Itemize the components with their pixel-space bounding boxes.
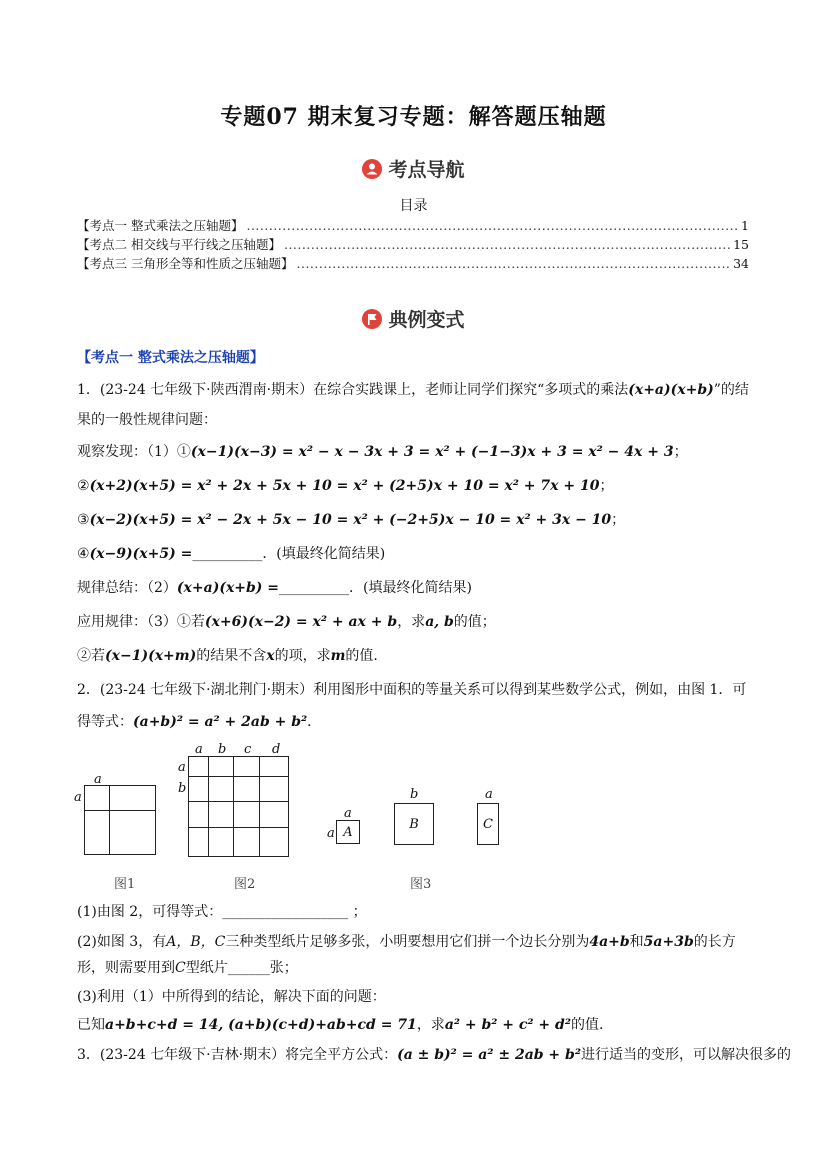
q1-line-2: 果的一般性规律问题：: [77, 412, 217, 428]
fig2-label-a: a: [195, 742, 203, 757]
toc-title: 目录: [399, 198, 428, 214]
fig3-label-b-top: b: [410, 787, 419, 802]
section-heading-label: 典例变式: [388, 309, 465, 331]
fig2-label-b: b: [218, 742, 227, 757]
fig3-label-B: B: [409, 816, 419, 832]
q1-line-4: ②(x+2)(x+5) = x² + 2x + 5x + 10 = x² + (2+5)x + 10 = x² + 7x + 10；: [77, 478, 614, 494]
fig3-caption: 图3: [410, 877, 432, 892]
q3-line-1: 3．(23-24 七年级下·吉林·期末）将完全平方公式：(a ± b)² = a² ± 2ab + b²进行适当的变形，可以解决很多的: [77, 1047, 791, 1063]
q2-part-1: (1)由图 2，可得等式：__________________ ；: [77, 904, 367, 920]
q1-line-6: ④(x−9)(x+5) =__________．(填最终化简结果): [77, 546, 386, 562]
fig3-label-a-rect: a: [485, 787, 493, 802]
fig3-label-A: A: [343, 824, 353, 840]
fig2-label-b-left: b: [178, 781, 187, 796]
q2-part-2b: 形，则需要用到C型纸片______张；: [77, 960, 298, 976]
fig3-rect-c: [477, 803, 499, 845]
page-title: 专题07 期末复习专题：解答题压轴题: [220, 104, 607, 130]
q2-line-2: 得等式：(a+b)² = a² + 2ab + b²．: [77, 714, 322, 730]
fig2-caption: 图2: [234, 877, 256, 892]
toc-entry[interactable]: [77, 216, 749, 234]
q1-line-1: 1．(23-24 七年级下·陕西渭南·期末）在综合实践课上，老师让同学们探究“多项式的乘法(x+a)(x+b)”的结: [77, 382, 749, 398]
flag-icon: [362, 309, 382, 329]
q2-part-3: (3)利用（1）中所得到的结论，解决下面的问题：: [77, 989, 386, 1005]
q2-line-1: 2．(23-24 七年级下·湖北荆门·期末）利用图形中面积的等量关系可以得到某些数学公式，例如，由图 1．可: [77, 682, 747, 698]
fig2-label-c: c: [244, 742, 252, 757]
toc-entry-page: 15: [733, 237, 749, 252]
toc-entry-label: 【考点二 相交线与平行线之压轴题】: [77, 237, 281, 252]
fig3-label-C: C: [483, 816, 493, 832]
person-icon: [362, 159, 382, 179]
topic-heading: 【考点一 整式乘法之压轴题】: [77, 350, 264, 366]
fig1-label-a-top: a: [94, 772, 102, 787]
fig3-square-a: [336, 820, 360, 844]
toc-entry-page: 1: [741, 218, 749, 233]
fig2-label-a-left: a: [178, 760, 186, 775]
fig1-label-a-left: a: [74, 790, 82, 805]
toc-entry[interactable]: [77, 254, 749, 272]
fig3-square-b: [394, 803, 434, 845]
toc-entry[interactable]: [77, 235, 749, 253]
toc-entry-page: 34: [733, 256, 749, 271]
fig1-caption: 图1: [114, 877, 136, 892]
q2-part-3b: 已知a+b+c+d = 14, (a+b)(c+d)+ab+cd = 71，求a² + b² + c² + d²的值.: [77, 1017, 604, 1033]
section-heading-navigation: [0, 155, 827, 182]
section-heading-examples: [0, 305, 827, 332]
q1-line-8: 应用规律：（3）①若(x+6)(x−2) = x² + ax + b，求a, b的值；: [77, 614, 496, 630]
fig3-label-a-top: a: [344, 806, 352, 821]
fig3-label-a-left: a: [327, 826, 335, 841]
fig1-square: [84, 785, 156, 855]
q1-line-3: 观察发现：（1）①(x−1)(x−3) = x² − x − 3x + 3 = x² + (−1−3)x + 3 = x² − 4x + 3；: [77, 444, 688, 460]
q2-part-2: (2)如图 3，有A，B，C三种类型纸片足够多张，小明要想用它们拼一个边长分别为4a+b和5a+3b的长方: [77, 934, 736, 950]
q1-line-5: ③(x−2)(x+5) = x² − 2x + 5x − 10 = x² + (−2+5)x − 10 = x² + 3x − 10；: [77, 512, 626, 528]
fig2-grid: [188, 756, 290, 858]
section-heading-label: 考点导航: [388, 159, 465, 181]
fig2-label-d: d: [272, 742, 281, 757]
toc-entry-label: 【考点三 三角形全等和性质之压轴题】: [77, 256, 294, 271]
toc-entry-label: 【考点一 整式乘法之压轴题】: [77, 218, 244, 233]
q1-line-9: ②若(x−1)(x+m)的结果不含x的项，求m的值.: [77, 648, 378, 664]
q1-line-7: 规律总结：（2）(x+a)(x+b) =__________．(填最终化简结果): [77, 580, 472, 596]
